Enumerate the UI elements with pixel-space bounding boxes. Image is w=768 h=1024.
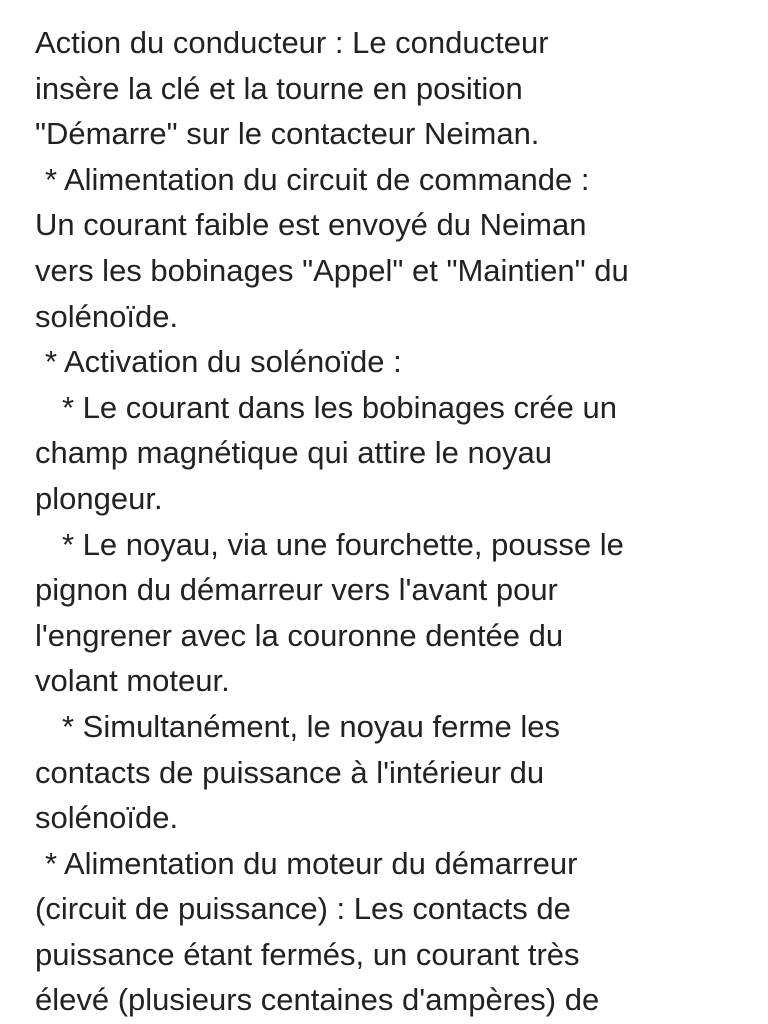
text-line: Un courant faible est envoyé du Neiman [35, 207, 587, 243]
bullet-line: * Alimentation du circuit de commande : [45, 161, 590, 197]
text-line: puissance étant fermés, un courant très [35, 936, 580, 972]
text-line: (circuit de puissance) : Les contacts de [35, 891, 571, 927]
text-line: "Démarre" sur le contacteur Neiman. [35, 116, 540, 152]
text-line: pignon du démarreur vers l'avant pour [35, 572, 558, 608]
sub-bullet-line: * Simultanément, le noyau ferme les [62, 708, 560, 744]
text-line: solénoïde. [35, 800, 179, 836]
text-line: plongeur. [35, 480, 163, 516]
text-line: volant moteur. [35, 663, 230, 699]
text-line: Action du conducteur : Le conducteur [35, 25, 549, 60]
bullet-line: * Alimentation du moteur du démarreur [45, 845, 578, 881]
text-line: solénoïde. [35, 298, 179, 334]
document-body [0, 20, 768, 1023]
text-line: insère la clé et la tourne en position [35, 70, 523, 106]
text-line: élevé (plusieurs centaines d'ampères) de [35, 982, 600, 1018]
sub-bullet-line: * Le noyau, via une fourchette, pousse le [62, 526, 624, 562]
text-line: contacts de puissance à l'intérieur du [35, 754, 545, 790]
bullet-line: * Activation du solénoïde : [45, 344, 402, 380]
text-line: champ magnétique qui attire le noyau [35, 435, 552, 471]
sub-bullet-line: * Le courant dans les bobinages crée un [62, 389, 617, 425]
text-line: l'engrener avec la couronne dentée du [35, 617, 564, 653]
text-line: vers les bobinages "Appel" et "Maintien" du [35, 252, 629, 288]
